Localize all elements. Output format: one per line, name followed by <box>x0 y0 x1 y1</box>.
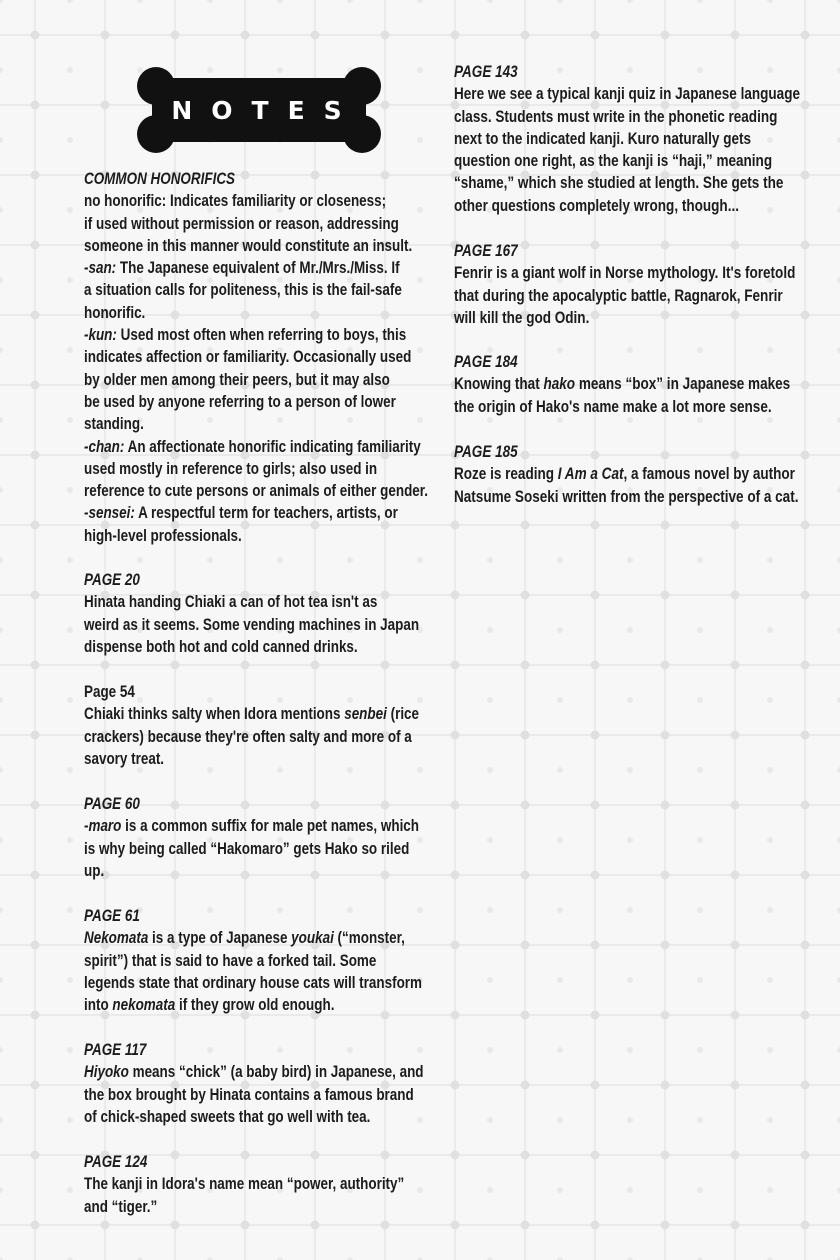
note-text-line: weird as it seems. Some vending machines in Japan <box>84 615 420 634</box>
section-heading: PAGE 184 <box>454 353 518 371</box>
note-text-line: high-level professionals. <box>84 526 242 545</box>
note-text-line: Hinata handing Chiaki a can of hot tea isn't as <box>84 593 378 612</box>
note-text-line: up. <box>84 861 105 880</box>
note-text-line: used mostly in reference to girls; also used in <box>84 459 378 478</box>
note-text-line: The kanji in Idora's name mean “power, authority” <box>84 1175 405 1194</box>
note-section <box>84 168 429 547</box>
note-section <box>84 793 420 882</box>
note-text-line: dispense both hot and cold canned drinks. <box>84 637 358 656</box>
note-text-line: class. Students must write in the phonetic reading <box>454 107 778 126</box>
note-text-line: legends state that ordinary house cats will transform <box>84 973 422 992</box>
note-text-line: next to the indicated kanji. Kuro naturally gets <box>454 129 752 148</box>
note-text-line: no honorific: Indicates familiarity or closeness; <box>84 192 387 211</box>
note-text-line: into nekomata if they grow old enough. <box>84 996 335 1015</box>
note-text-line: will kill the god Odin. <box>454 308 590 327</box>
note-text-line: a situation calls for politeness, this is the fail-safe <box>84 281 402 300</box>
note-text-line: question one right, as the kanji is “haji,” meaning <box>454 152 773 171</box>
section-heading: PAGE 185 <box>454 443 518 461</box>
note-text-line: be used by anyone referring to a person of lower <box>84 392 396 411</box>
section-heading: PAGE 117 <box>84 1041 147 1059</box>
note-text-line: indicates affection or familiarity. Occasionally used <box>84 348 412 367</box>
note-section <box>84 905 422 1016</box>
note-section <box>84 681 420 770</box>
section-heading: PAGE 167 <box>454 242 518 260</box>
note-text-line: -maro is a common suffix for male pet names, which <box>84 817 420 836</box>
note-section <box>454 240 796 329</box>
section-heading: PAGE 124 <box>84 1153 148 1171</box>
note-text-line: standing. <box>84 415 144 434</box>
section-heading: Page 54 <box>84 683 135 701</box>
page-title: NOTES <box>171 95 361 125</box>
note-text-line: savory treat. <box>84 749 165 768</box>
note-text-line: other questions completely wrong, though... <box>454 196 739 215</box>
note-text-line: Nekomata is a type of Japanese youkai (“monster, <box>84 929 405 948</box>
note-text-line: Chiaki thinks salty when Idora mentions senbei (rice <box>84 705 420 724</box>
section-heading: PAGE 61 <box>84 907 140 925</box>
note-text-line: -san: The Japanese equivalent of Mr./Mrs./Miss. If <box>84 259 400 278</box>
note-text-line: “shame,” which she studied at length. She gets the <box>454 174 784 193</box>
note-text-line: Hiyoko means “chick” (a baby bird) in Japanese, and <box>84 1063 424 1082</box>
note-text-line: the box brought by Hinata contains a famous brand <box>84 1085 414 1104</box>
section-heading: COMMON HONORIFICS <box>84 170 236 188</box>
note-text-line: Fenrir is a giant wolf in Norse mythology. It's foretold <box>454 264 796 283</box>
note-section <box>84 1039 424 1128</box>
note-text-line: and “tiger.” <box>84 1197 158 1216</box>
note-text-line: that during the apocalyptic battle, Ragnarok, Fenrir <box>454 286 783 305</box>
note-section <box>454 441 799 508</box>
note-section <box>454 61 801 217</box>
note-text-line: Knowing that hako means “box” in Japanese makes <box>454 375 791 394</box>
note-text-line: Natsume Soseki written from the perspective of a cat. <box>454 487 799 506</box>
note-text-line: Roze is reading I Am a Cat, a famous novel by author <box>454 465 795 484</box>
note-section <box>84 569 420 658</box>
notes-title-badge <box>136 66 382 154</box>
note-text-line: by older men among their peers, but it may also <box>84 370 390 389</box>
note-text-line: spirit”) that is said to have a forked tail. Some <box>84 951 377 970</box>
note-text-line: honorific. <box>84 303 146 322</box>
note-text-line: -chan: An affectionate honorific indicating familiarity <box>84 437 421 456</box>
section-heading: PAGE 60 <box>84 795 140 813</box>
note-text-line: someone in this manner would constitute an insult. <box>84 236 413 255</box>
note-text-line: reference to cute persons or animals of either gender. <box>84 482 429 501</box>
note-section <box>84 1151 405 1218</box>
note-text-line: -kun: Used most often when referring to boys, this <box>84 326 407 345</box>
section-heading: PAGE 143 <box>454 63 518 81</box>
note-text-line: Here we see a typical kanji quiz in Japanese language <box>454 85 801 104</box>
note-text-line: crackers) because they're often salty and more of a <box>84 727 412 746</box>
note-text-line: the origin of Hako's name make a lot more sense. <box>454 397 772 416</box>
note-text-line: -sensei: A respectful term for teachers, artists, or <box>84 504 398 523</box>
note-text-line: of chick-shaped sweets that go well with tea. <box>84 1107 371 1126</box>
section-heading: PAGE 20 <box>84 571 140 589</box>
note-text-line: if used without permission or reason, addressing <box>84 214 399 233</box>
note-section <box>454 351 791 418</box>
note-text-line: is why being called “Hakomaro” gets Hako so riled <box>84 839 410 858</box>
